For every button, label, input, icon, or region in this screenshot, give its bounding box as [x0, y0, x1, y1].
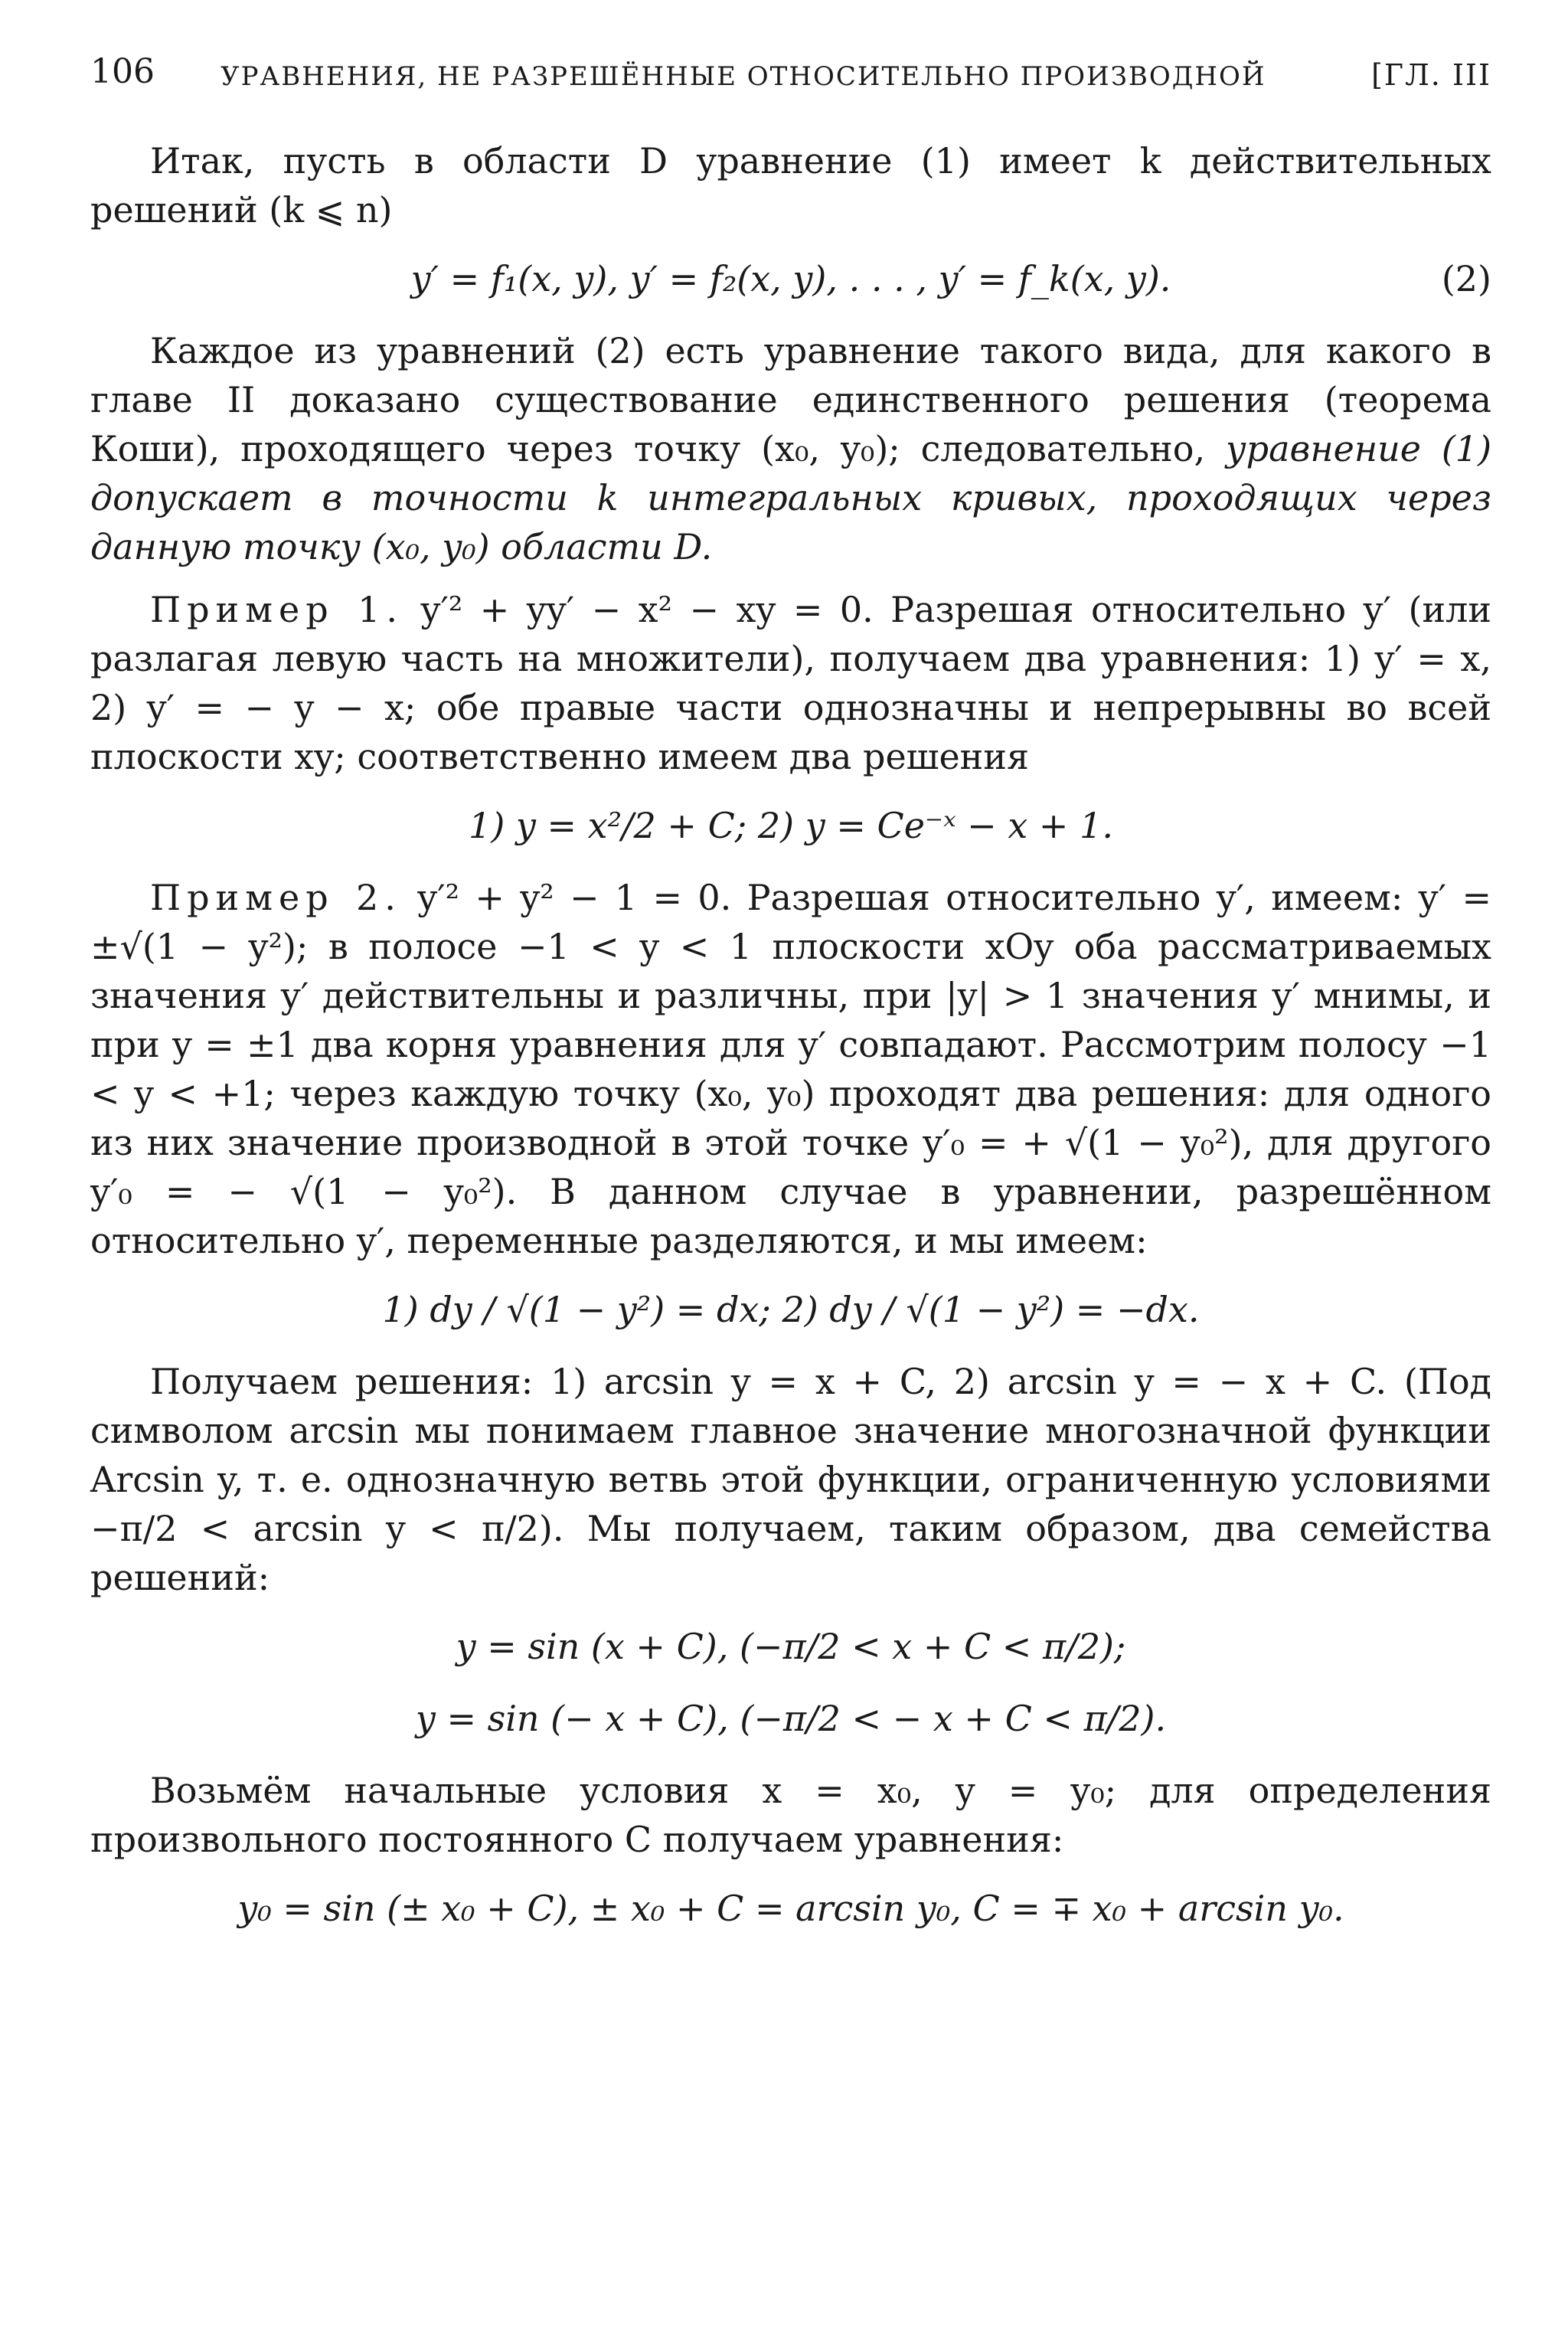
paragraph-example-1: [90, 585, 1491, 781]
example-1-text: y′² + yy′ − x² − xy = 0. Разрешая относительно y′ (или разлагая левую часть на множители), получаем два уравнения: 1) y′ = x, 2) y′ = − y − x; обе правые части однозначны и непрерывны во всей плоскости xy; соответственно имеем два решения: [90, 589, 1491, 777]
equation-example-1: 1) y = x²/2 + C; 2) y = Ce⁻ˣ − x + 1.: [469, 805, 1113, 846]
equation-2: [90, 254, 1491, 303]
paragraph-uniqueness: [90, 326, 1491, 571]
equation-family-2: y = sin (− x + C), (−π/2 < − x + C < π/2).: [415, 1698, 1167, 1739]
equation-2-text: y′ = f₁(x, y), y′ = f₂(x, y), . . . , y′ = f_k(x, y).: [410, 258, 1171, 299]
page-body: [90, 136, 1491, 1956]
paragraph-uniqueness-text: Каждое из уравнений (2) есть уравнение такого вида, для какого в главе II доказано существование единственного решения (теорема Коши), проходящего через точку (x₀, y₀); следовательно,: [90, 330, 1491, 469]
example-1-label: Пример 1.: [150, 589, 404, 630]
running-header: [90, 52, 1491, 95]
equation-example-2: 1) dy / √(1 − y²) = dx; 2) dy / √(1 − y²) = −dx.: [382, 1289, 1200, 1330]
example-2-label: Пример 2.: [150, 877, 402, 918]
paragraph-example-2: [90, 873, 1491, 1265]
example-2-text: y′² + y² − 1 = 0. Разрешая относительно y′, имеем: y′ = ±√(1 − y²); в полосе −1 < y < 1 плоскости xOy оба рассматриваемых значения y′ действительны и различны, при |y| > 1 значения y′ мнимы, и при y = ±1 два корня уравнения для y′ совпадают. Рассмотрим полосу −1 < y < +1; через каждую точку (x₀, y₀) проходят два решения: для одного из них значение производной в этой точке y′₀ = + √(1 − y₀²), для другого y′₀ = − √(1 − y₀²). В данном случае в уравнении, разрешённом относительно y′, переменные разделяются, и мы имеем:: [90, 877, 1491, 1261]
paragraph-initial-conditions: Возьмём начальные условия x = x₀, y = y₀; для определения произвольного постоянного C получаем уравнения:: [90, 1770, 1491, 1860]
paragraph-uniqueness-emphasis: уравнение (1) допускает в точности k интегральных кривых, проходящих через данную точку (x₀, y₀) области D.: [90, 428, 1492, 567]
page-number: 106: [90, 52, 155, 91]
equation-2-number: (2): [1441, 258, 1491, 299]
paragraph-solutions: Получаем решения: 1) arcsin y = x + C, 2) arcsin y = − x + C. (Под символом arcsin мы понимаем главное значение многозначной функции Arcsin y, т. е. однозначную ветвь этой функции, ограниченную условиями −π/2 < arcsin y < π/2). Мы получаем, таким образом, два семейства решений:: [90, 1361, 1491, 1598]
running-title: УРАВНЕНИЯ, НЕ РАЗРЕШЁННЫЕ ОТНОСИТЕЛЬНО ПРОИЗВОДНОЙ: [220, 61, 1266, 92]
chapter-marker: [ГЛ. III: [1371, 58, 1491, 92]
paragraph-intro: Итак, пусть в области D уравнение (1) имеет k действительных решений (k ⩽ n): [90, 140, 1491, 231]
equation-family-1: y = sin (x + C), (−π/2 < x + C < π/2);: [456, 1626, 1126, 1667]
equation-final: y₀ = sin (± x₀ + C), ± x₀ + C = arcsin y₀, C = ∓ x₀ + arcsin y₀.: [237, 1888, 1344, 1929]
